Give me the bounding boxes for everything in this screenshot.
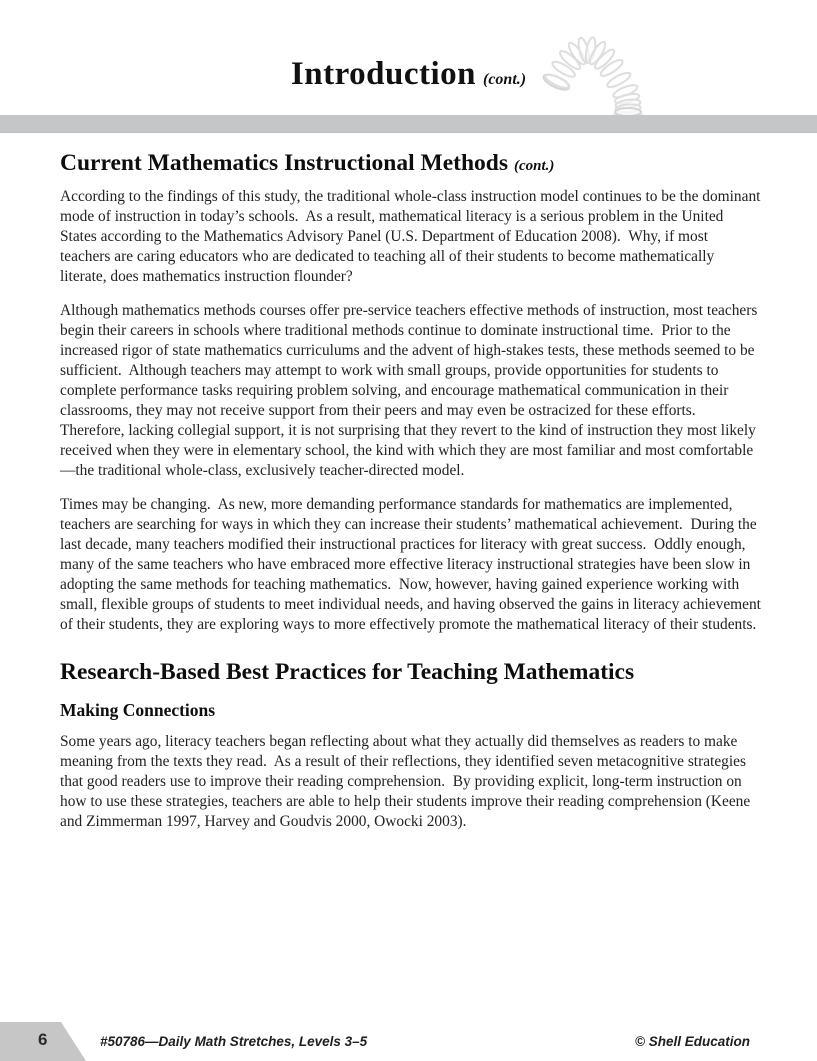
slinky-icon <box>534 26 654 118</box>
section-heading-current-methods <box>60 150 762 177</box>
footer-book-info: #50786—Daily Math Stretches, Levels 3–5 <box>100 1034 368 1049</box>
subsection-heading-making-connections: Making Connections <box>60 700 216 721</box>
page-title-cont: (cont.) <box>483 71 527 88</box>
header-divider-band <box>0 115 817 133</box>
section-heading-best-practices: Research-Based Best Practices for Teaching Mathematics <box>60 659 635 686</box>
page-header <box>0 56 817 93</box>
paragraph: Some years ago, literacy teachers began reflecting about what they actually did themselves as readers to make meaning from the texts they read. As a result of their reflections, they identified seven metacognitive strategies that good readers use to improve their reading comprehension. By providing explicit, long-term instruction on how to use these strategies, teachers are able to help their students improve their reading comprehension (Keene and Zimmerman 1997, Harvey and Goudvis 2000, Owocki 2003). <box>60 733 755 831</box>
page-title: Introduction <box>290 56 476 92</box>
footer-publisher: © Shell Education <box>635 1034 750 1049</box>
paragraph: According to the findings of this study, the traditional whole-class instruction model continues to be the dominant mode of instruction in today’s schools. As a result, mathematical literacy is a serious problem in the United States according to the Mathematics Advisory Panel (U.S. Department of Education 2008). Why, if most teachers are caring educators who are dedicated to teaching all of their students to become mathematically literate, does mathematics instruction flounder? <box>60 188 765 286</box>
page-number: 6 <box>38 1030 48 1049</box>
page-content <box>60 150 765 846</box>
section-heading-cont: (cont.) <box>513 158 555 174</box>
paragraph: Times may be changing. As new, more demanding performance standards for mathematics are implemented, teachers are searching for ways in which they can increase their students’ mathematical achievement. During the last decade, many teachers modified their instructional practices for literacy with great success. Oddly enough, many of the same teachers who have embraced more effective literacy instructional strategies have been slow in adopting the same methods for teaching mathematics. Now, however, having gained experience working with small, flexible groups of students to meet individual needs, and having observed the gains in literacy achievement of their students, they are exploring ways to more effectively promote the mathematical literacy of their students. <box>60 496 765 634</box>
section-heading-text: Current Mathematics Instructional Methods <box>60 150 508 176</box>
paragraph: Although mathematics methods courses offer pre-service teachers effective methods of instruction, most teachers begin their careers in schools where traditional methods continue to dominate instructional time. Prior to the increased rigor of state mathematics curriculums and the advent of high-stakes tests, these methods seemed to be sufficient. Although teachers may attempt to work with small groups, provide opportunities for students to complete performance tasks requiring problem solving, and encourage mathematical communication in their classrooms, they may not receive support from their peers and may even be ostracized for these efforts. Therefore, lacking collegial support, it is not surprising that they revert to the kind of instruction they most likely received when they were in elementary school, the kind with which they are most familiar and most comfortable—the traditional whole-class, exclusively teacher-directed model. <box>60 302 762 480</box>
